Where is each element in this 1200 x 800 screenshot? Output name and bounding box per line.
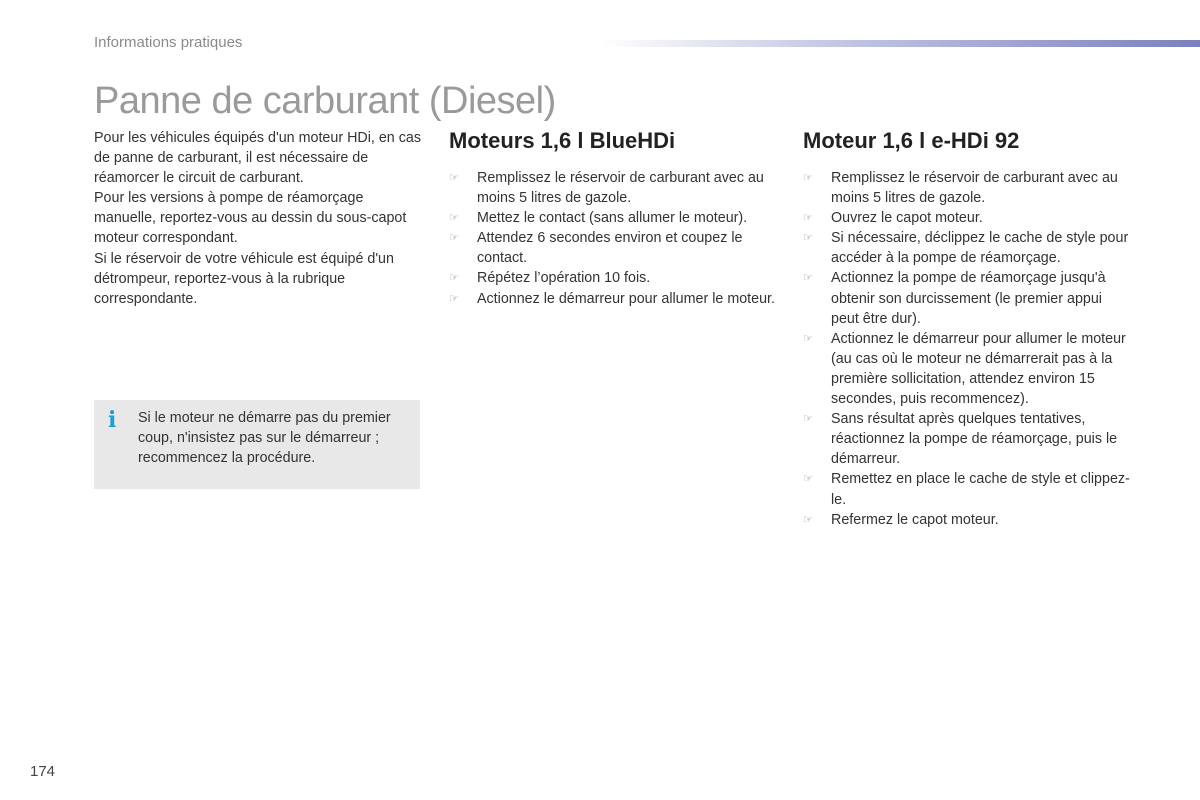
intro-text [94, 128, 424, 309]
step-item [803, 228, 1133, 268]
step-text: Répétez l’opération 10 fois. [477, 270, 651, 287]
step-item [803, 208, 1133, 228]
pointing-hand-icon: ☞ [803, 413, 813, 426]
pointing-hand-icon: ☞ [449, 232, 459, 245]
step-item [803, 510, 1133, 530]
step-item [449, 289, 779, 309]
step-item [449, 268, 779, 288]
pointing-hand-icon: ☞ [449, 292, 459, 305]
step-item [803, 329, 1133, 409]
pointing-hand-icon: ☞ [803, 172, 813, 184]
intro-paragraph: Pour les véhicules équipés d'un moteur HDi, en cas de panne de carburant, il est nécessaire de réamorcer le circuit de carburant. [94, 130, 421, 187]
intro-paragraph: Si le réservoir de votre véhicule est équipé d'un détrompeur, reportez-vous à la rubrique correspondante. [94, 250, 394, 307]
step-item [803, 409, 1133, 469]
step-item [803, 168, 1133, 208]
step-text: Remplissez le réservoir de carburant avec au moins 5 litres de gazole. [477, 170, 764, 207]
step-item [449, 208, 779, 228]
step-text: Refermez le capot moteur. [831, 511, 999, 528]
ehdi-section [803, 128, 1133, 530]
info-note-text: Si le moteur ne démarre pas du premier coup, n'insistez pas sur le démarreur ; recommencez la procédure. [138, 410, 391, 467]
step-text: Actionnez le démarreur pour allumer le moteur (au cas où le moteur ne démarrerait pas à la première sollicitation, attendez environ 15 secondes, puis recommencez). [831, 330, 1126, 408]
info-icon: i [108, 407, 117, 433]
pointing-hand-icon: ☞ [803, 212, 813, 225]
bluehdi-heading: Moteurs 1,6 l BlueHDi [449, 128, 676, 153]
step-text: Ouvrez le capot moteur. [831, 210, 983, 227]
pointing-hand-icon: ☞ [803, 232, 813, 245]
step-item [803, 469, 1133, 509]
step-item [449, 228, 779, 268]
ehdi-steps [803, 168, 1133, 530]
step-text: Remettez en place le cache de style et clippez-le. [831, 471, 1130, 508]
pointing-hand-icon: ☞ [803, 332, 813, 345]
step-text: Remplissez le réservoir de carburant avec au moins 5 litres de gazole. [831, 170, 1118, 207]
page-title: Panne de carburant (Diesel) [94, 80, 556, 122]
intro-paragraph: Pour les versions à pompe de réamorçage manuelle, reportez-vous au dessin du sous-capot moteur correspondant. [94, 190, 407, 247]
pointing-hand-icon: ☞ [449, 172, 459, 184]
step-item [803, 268, 1133, 328]
step-text: Actionnez le démarreur pour allumer le moteur. [477, 290, 775, 307]
bluehdi-steps [449, 168, 779, 309]
step-text: Attendez 6 secondes environ et coupez le contact. [477, 230, 743, 267]
step-text: Sans résultat après quelques tentatives, réactionnez la pompe de réamorçage, puis le démarreur. [831, 411, 1118, 468]
ehdi-heading: Moteur 1,6 l e-HDi 92 [803, 128, 1020, 153]
pointing-hand-icon: ☞ [449, 272, 459, 285]
step-text: Mettez le contact (sans allumer le moteur). [477, 210, 748, 227]
info-note [94, 400, 420, 489]
header-accent-bar [600, 40, 1200, 47]
step-text: Actionnez la pompe de réamorçage jusqu'à obtenir son durcissement (le premier appui peut être dur). [831, 270, 1106, 327]
page-number: 174 [30, 763, 56, 780]
pointing-hand-icon: ☞ [803, 513, 813, 526]
section-header: Informations pratiques [94, 34, 243, 51]
pointing-hand-icon: ☞ [449, 212, 459, 225]
step-text: Si nécessaire, déclippez le cache de style pour accéder à la pompe de réamorçage. [831, 230, 1129, 267]
step-item [449, 168, 779, 208]
bluehdi-section [449, 128, 779, 309]
pointing-hand-icon: ☞ [803, 473, 813, 486]
pointing-hand-icon: ☞ [803, 272, 813, 285]
